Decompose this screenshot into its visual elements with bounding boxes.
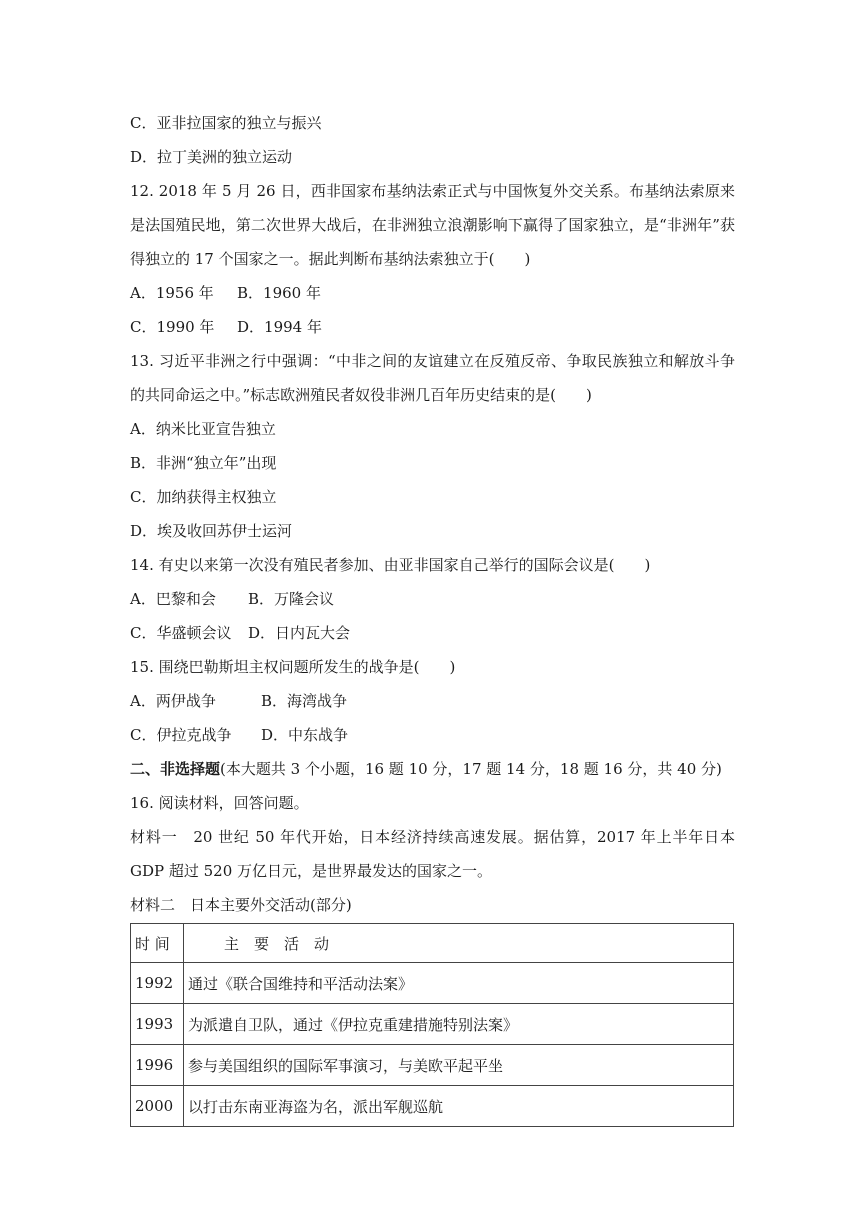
table-cell-activity: 为派遣自卫队，通过《伊拉克重建措施特别法案》 [184,1004,734,1045]
q15-option-d: D．中东战争 [261,726,349,744]
table-cell-activity: 参与美国组织的国际军事演习，与美欧平起平坐 [184,1045,734,1086]
q15-option-a: A．两伊战争 [130,692,216,710]
q13-option-c: C．加纳获得主权独立 [130,488,277,506]
q13-option-b: B．非洲“独立年”出现 [130,454,277,472]
q15-options-row-2 [130,718,735,752]
table-header-time: 时 间 [131,924,184,963]
table-cell-year: 1996 [131,1045,184,1086]
q14-options-row-2 [130,616,735,650]
table-row [131,1086,734,1127]
q13-option-a: A．纳米比亚宣告独立 [130,420,276,438]
q15-options-row-1 [130,684,735,718]
table-cell-activity: 以打击东南亚海盗为名，派出军舰巡航 [184,1086,734,1127]
q14-options-row-1 [130,582,735,616]
q13-option-d: D．埃及收回苏伊士运河 [130,522,293,540]
q16-material-1: 材料一 20 世纪 50 年代开始，日本经济持续高速发展。据估算，2017 年上半年日本 GDP 超过 520 万亿日元，是世界最发达的国家之一。 [130,828,735,880]
q12-options-row-2 [130,310,735,344]
q15-option-b: B．海湾战争 [261,692,348,710]
q16-material-2-title: 材料二 日本主要外交活动(部分) [130,896,352,914]
table-cell-activity: 通过《联合国维持和平活动法案》 [184,963,734,1004]
q13-stem: 13. 习近平非洲之行中强调：“中非之间的友谊建立在反殖反帝、争取民族独立和解放斗争的共同命运之中。”标志欧洲殖民者奴役非洲几百年历史结束的是( ) [130,352,735,404]
q12-option-a: A．1956 年 [130,284,214,302]
q14-stem: 14. 有史以来第一次没有殖民者参加、由亚非国家自己举行的国际会议是( ) [130,556,651,574]
q14-option-b: B．万隆会议 [248,590,335,608]
q16-stem: 16. 阅读材料，回答问题。 [130,794,309,812]
q12-options-row-1 [130,276,735,310]
q11-option-d: D．拉丁美洲的独立运动 [130,148,293,166]
q14-option-c: C．华盛顿会议 [130,624,232,642]
q14-option-a: A．巴黎和会 [130,590,216,608]
q15-stem: 15. 围绕巴勒斯坦主权问题所发生的战争是( ) [130,658,456,676]
q12-option-b: B．1960 年 [237,284,321,302]
section-2-title: 二、非选择题 [130,760,221,778]
table-header-row [131,924,734,963]
page-content [130,106,735,1127]
diplomacy-table [130,923,734,1127]
table-header-activity: 主 要 活 动 [184,924,734,963]
section-2-note: (本大题共 3 个小题，16 题 10 分，17 题 14 分，18 题 16 分，共 40 分) [220,760,722,778]
table-row [131,963,734,1004]
q11-option-c: C．亚非拉国家的独立与振兴 [130,114,322,132]
table-cell-year: 1992 [131,963,184,1004]
q14-option-d: D．日内瓦大会 [248,624,351,642]
q15-option-c: C．伊拉克战争 [130,726,232,744]
section-2-heading [130,752,735,786]
table-cell-year: 2000 [131,1086,184,1127]
q12-option-c: C．1990 年 [130,318,215,336]
table-row [131,1045,734,1086]
q12-stem: 12. 2018 年 5 月 26 日，西非国家布基纳法索正式与中国恢复外交关系。布基纳法索原来是法国殖民地，第二次世界大战后，在非洲独立浪潮影响下赢得了国家独立，是“非洲年”获得独立的 17 个国家之一。据此判断布基纳法索独立于( ) [130,182,735,268]
table-row [131,1004,734,1045]
q12-option-d: D．1994 年 [237,318,322,336]
table-cell-year: 1993 [131,1004,184,1045]
